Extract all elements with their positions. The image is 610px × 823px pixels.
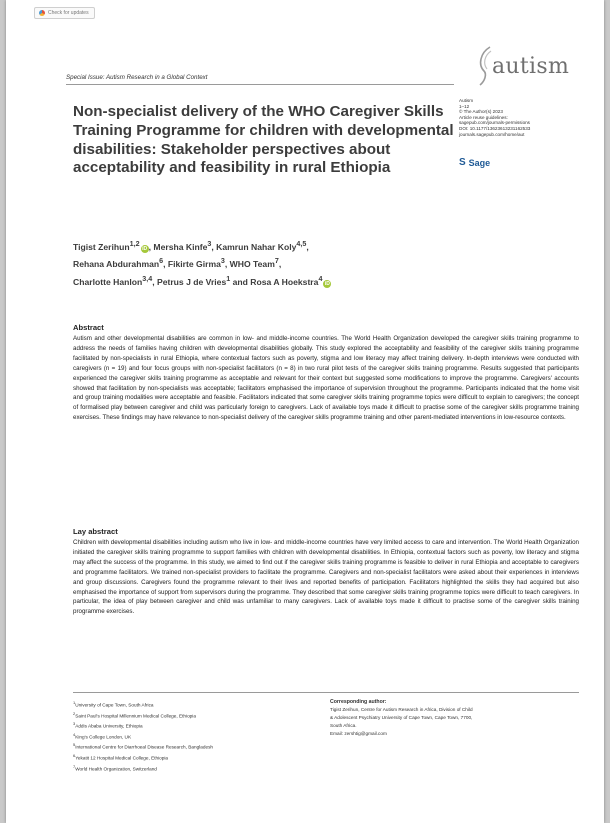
author-list [73,237,453,289]
author[interactable] [73,259,163,269]
author-affiliation-marker: 4 [318,274,323,283]
page-range: 1–12 [459,103,470,109]
author-separator: , [306,241,309,252]
author-separator: , [211,241,217,252]
author[interactable] [156,274,231,287]
orcid-icon[interactable]: iD [142,245,148,252]
author-name: Fikirte Girma [167,259,221,270]
journal-logo [476,45,580,95]
author-name: Kamrun Nahar Koly [216,241,297,252]
affiliation-marker: 1 [73,700,76,705]
affiliation-marker: 7 [73,763,76,769]
affiliation-item [73,763,323,774]
affiliation-text: Yekatit 12 Hospital Medical College, Ethiopia [75,755,169,761]
reuse-label: Article reuse guidelines: [459,114,508,120]
affiliation-marker: 4 [73,731,76,737]
author-affiliation-marker: 3 [220,257,225,266]
corresponding-author-line: South Africa. [330,723,357,728]
article-page [6,0,604,823]
lay-abstract-heading: Lay abstract [73,527,118,536]
author-affiliation-marker: 1 [226,274,231,283]
corresponding-author-line: Tigist Zerihun, Centre for Autism Research in Africa, Division of Child [330,707,473,712]
author-affiliation-marker: 3 [207,240,212,248]
journal-meta [459,98,579,137]
copyright: © The Author(s) 2023 [459,109,503,115]
affiliation-list [73,699,323,773]
corresponding-author-heading: Corresponding author: [330,699,387,705]
author[interactable] [73,242,149,252]
author-name: Charlotte Hanlon [73,276,143,287]
journal-name: Autism [459,98,474,103]
journal-logo-text: autism [492,54,570,79]
author-separator: , [224,259,230,270]
author-affiliation-marker: 4,5 [296,240,307,248]
footer-divider [73,692,579,693]
affiliation-item [73,741,323,752]
affiliation-marker: 3 [73,721,76,727]
author-separator: , [278,259,282,270]
author[interactable] [229,257,282,270]
author[interactable] [73,274,153,287]
journal-homepage-link[interactable]: journals.sagepub.com/home/aut [459,131,525,137]
affiliation-text: King's College London, UK [75,734,132,740]
abstract-heading: Abstract [73,323,104,332]
check-for-updates-badge[interactable] [34,7,95,19]
crossmark-icon [39,10,45,16]
affiliation-item [73,710,323,721]
author-name: WHO Team [229,259,275,270]
publisher-logo [459,158,490,168]
affiliation-text: Saint Paul's Hospital Millennium Medical College, Ethiopia [75,713,196,719]
affiliation-text: International Centre for Diarrhoeal Disease Research, Bangladesh [75,745,214,750]
author[interactable] [216,240,309,252]
abstract-text: Autism and other developmental disabilities are common in low- and middle-income countries. The World Health Organization developed the caregiver skills training programme to address the needs of families having children with developmental disabilities globally. This study explored the acceptability and feasibility of the caregiver skills training programme facilitated by non-specialists in rural Ethiopia, where contextual factors such as poverty, stigma and low literacy may affect training delivery. In-depth interviews were conducted with caregivers (n = 19) and four focus groups with non-specialist facilitators (n = 8) in two rural pilot tests of the caregiver skills training programme. Results suggested that participants experienced the caregiver skills training programme as acceptable and relevant for their context but suggested some modifications to improve the programme. Caregivers' accounts showed that facilitation by non-specialists was acceptable; facilitators emphasised the importance of supervision throughout the programme. Participants indicated that the home visit and group training modalities were acceptable and feasible. Facilitators indicated that some caregiver skills training programme topics were difficult to explain to caregivers; the concept of formalised play between caregiver and child was particularly foreign to caregivers. Lack of available toys made it difficult to practise some of the caregiver skills programme training exercises. These findings may have relevance to non-specialist delivery of the caregiver skills programme training and other parent-mediated interventions in low-resource contexts. [73,335,579,422]
author-affiliation-marker: 3,4 [142,274,153,283]
author-separator: , [163,259,168,270]
article-title: Non-specialist delivery of the WHO Caregiver Skills Training Programme for children with developmental disabilities: Stakeholder perspectives about acceptability and feasibility in rural Ethiopia [73,103,454,177]
author[interactable] [250,274,331,287]
corresponding-author-line: & Adolescent Psychiatry University of Cape Town, Cape Town, 7700, [330,715,473,720]
author-affiliation-marker: 7 [274,257,279,266]
affiliation-text: Addis Ababa University, Ethiopia [75,723,143,729]
author-name: Rosa A Hoekstra [250,276,319,287]
publisher-name: Sage [468,158,491,168]
lay-abstract-text: Children with developmental disabilities including autism who live in low- and middle-income countries have very limited access to care and intervention. The World Health Organization initiated the caregiver skills training programme to support families with children with developmental disabilities. In Ethiopia, contextual factors such as poverty, low literacy and stigma may affect the success of the programme. In this study, we aimed to find out if the caregiver skills training programme is feasible to deliver in rural Ethiopia and acceptable to caregivers and programme facilitators. We trained non-specialist providers to facilitate the programme. Caregivers and non-specialist facilitators were asked about their experiences in interviews and group discussions. Caregivers found the programme relevant to their lives and reported benefits of participation. Facilitators highlighted the skills they had acquired but also emphasised the importance of support from supervisors during the programme. They described that some caregiver skills training programme topics were difficult to teach caregivers. In particular, the idea of play between caregiver and child was unfamiliar to many caregivers. Lack of available toys made it difficult to practise some of the caregiver skills training programme exercises. [73,539,579,616]
author-name: Rehana Abdurahman [73,259,160,270]
header-divider [66,84,454,85]
author-separator: and [230,276,251,287]
special-issue-label: Special Issue: Autism Research in a Global Context [66,74,208,81]
author-affiliation-marker: 6 [159,257,164,266]
author[interactable] [168,259,225,269]
affiliation-marker: 5 [73,742,76,748]
author-name: Petrus J de Vries [156,276,227,287]
author-separator: , [148,241,154,252]
affiliation-marker: 6 [73,753,76,759]
check-for-updates-label: Check for updates [48,10,89,16]
doi-link[interactable]: DOI: 10.1177/13623613231162533 [459,125,531,131]
affiliation-text: World Health Organization, Switzerland [75,766,157,772]
sage-icon: S [459,157,466,168]
affiliation-text: University of Cape Town, South Africa [75,702,154,708]
affiliation-marker: 2 [73,710,76,716]
author-name: Tigist Zerihun [73,241,130,252]
reuse-link[interactable]: sagepub.com/journals-permissions [459,120,530,126]
author-name: Mersha Kinfe [153,241,208,252]
orcid-icon[interactable]: iD [324,280,330,287]
affiliation-item [73,720,323,731]
affiliation-item [73,731,323,742]
corresponding-author [330,698,580,738]
corresponding-author-email[interactable]: Email: zershtig@gmail.com [330,731,387,736]
author[interactable] [153,242,211,252]
author-affiliation-marker: 1,2 [129,240,140,248]
affiliation-item [73,752,323,763]
affiliation-item [73,699,323,710]
author-separator: , [152,276,157,287]
